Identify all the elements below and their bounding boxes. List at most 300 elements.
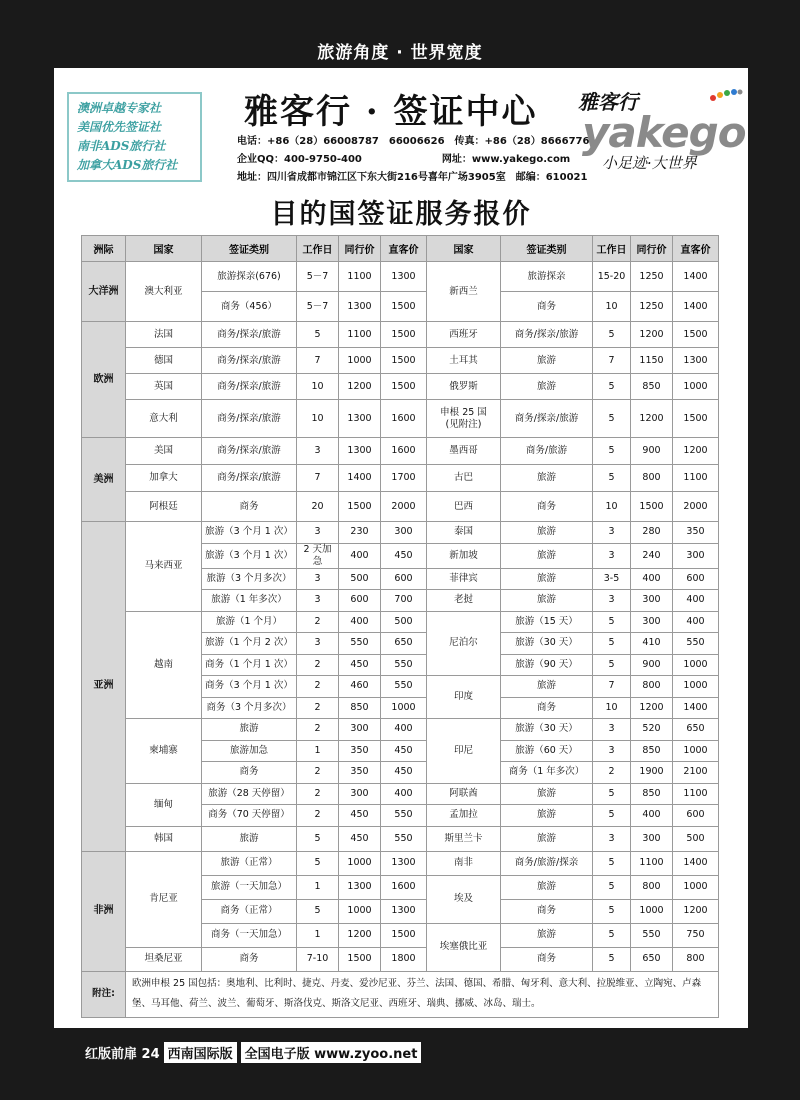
table-row bbox=[82, 851, 719, 875]
cell-schengen bbox=[427, 400, 501, 438]
cell: 3 bbox=[593, 719, 631, 741]
cell: 商务 bbox=[501, 947, 593, 971]
cell: 旅游（3 个月 1 次） bbox=[202, 543, 297, 568]
agency-tag: 澳洲卓越专家社 bbox=[77, 101, 162, 115]
cell: 旅游 bbox=[501, 676, 593, 698]
cell: 1500 bbox=[381, 923, 427, 947]
logo-yakego: yakego bbox=[582, 108, 746, 157]
cell: 3 bbox=[297, 590, 339, 612]
cell: 越南 bbox=[126, 611, 202, 719]
cell: 1100 bbox=[339, 262, 381, 292]
cell: 800 bbox=[631, 465, 673, 492]
cell: 旅游探亲(676) bbox=[202, 262, 297, 292]
cell: 法国 bbox=[126, 322, 202, 348]
note-label: 附注: bbox=[82, 971, 126, 1017]
cell: 1400 bbox=[673, 262, 719, 292]
cell: 1 bbox=[297, 875, 339, 899]
cell: 旅游 bbox=[501, 348, 593, 374]
cell: 1100 bbox=[673, 783, 719, 805]
column-header: 签证类别 bbox=[501, 236, 593, 262]
cell: 商务 bbox=[202, 492, 297, 522]
cell: 700 bbox=[381, 590, 427, 612]
cell: 1000 bbox=[631, 899, 673, 923]
cell: 2000 bbox=[381, 492, 427, 522]
cell: 2 天加急 bbox=[297, 543, 339, 568]
cell: 旅游 bbox=[501, 875, 593, 899]
cell: 孟加拉 bbox=[427, 805, 501, 827]
cell: 300 bbox=[631, 590, 673, 612]
table-row bbox=[82, 348, 719, 374]
cell: 400 bbox=[631, 805, 673, 827]
cell: 1500 bbox=[381, 374, 427, 400]
cell: 280 bbox=[631, 522, 673, 544]
cell: 550 bbox=[673, 633, 719, 655]
cell: 2100 bbox=[673, 762, 719, 784]
cell: 3-5 bbox=[593, 568, 631, 590]
cell: 5－7 bbox=[297, 262, 339, 292]
cell: 商务/探亲/旅游 bbox=[202, 374, 297, 400]
table-row bbox=[82, 322, 719, 348]
cell: 旅游 bbox=[501, 590, 593, 612]
cell: 1500 bbox=[381, 322, 427, 348]
cell: 5 bbox=[593, 805, 631, 827]
cell-text: (见附注) bbox=[445, 418, 482, 430]
cell: 1200 bbox=[339, 374, 381, 400]
cell: 1500 bbox=[631, 492, 673, 522]
cell: 1200 bbox=[631, 400, 673, 438]
cell: 韩国 bbox=[126, 826, 202, 851]
cell: 520 bbox=[631, 719, 673, 741]
cell: 菲律宾 bbox=[427, 568, 501, 590]
cell: 3 bbox=[593, 826, 631, 851]
table-row bbox=[82, 400, 719, 438]
cell: 1500 bbox=[381, 348, 427, 374]
cell: 1200 bbox=[631, 322, 673, 348]
cell: 300 bbox=[381, 522, 427, 544]
cell: 5 bbox=[593, 899, 631, 923]
cell: 尼泊尔 bbox=[427, 611, 501, 676]
cell: 1500 bbox=[339, 492, 381, 522]
continent-americas: 美洲 bbox=[82, 438, 126, 522]
cell: 商务/探亲/旅游 bbox=[202, 322, 297, 348]
cell: 800 bbox=[631, 676, 673, 698]
cell: 550 bbox=[631, 923, 673, 947]
contact-address: 地址：四川省成都市锦江区下东大街216号喜年广场3905室 邮编：610021 bbox=[237, 172, 588, 183]
cell: 新西兰 bbox=[427, 262, 501, 322]
visa-price-table bbox=[81, 235, 719, 1018]
cell: 加拿大 bbox=[126, 465, 202, 492]
cell: 1200 bbox=[631, 697, 673, 719]
cell: 300 bbox=[631, 611, 673, 633]
cell: 2 bbox=[297, 783, 339, 805]
cell: 1250 bbox=[631, 262, 673, 292]
column-header: 签证类别 bbox=[202, 236, 297, 262]
cell: 墨西哥 bbox=[427, 438, 501, 465]
cell: 450 bbox=[339, 826, 381, 851]
cell: 850 bbox=[339, 697, 381, 719]
cell: 350 bbox=[673, 522, 719, 544]
cell: 1 bbox=[297, 740, 339, 762]
cell: 商务/探亲/旅游 bbox=[501, 400, 593, 438]
cell: 德国 bbox=[126, 348, 202, 374]
cell: 350 bbox=[339, 762, 381, 784]
cell: 1000 bbox=[339, 851, 381, 875]
cell: 商务 bbox=[501, 697, 593, 719]
cell: 旅游 bbox=[501, 543, 593, 568]
cell: 800 bbox=[631, 875, 673, 899]
cell: 650 bbox=[381, 633, 427, 655]
cell: 旅游（30 天） bbox=[501, 633, 593, 655]
cell: 旅游 bbox=[501, 522, 593, 544]
cell: 俄罗斯 bbox=[427, 374, 501, 400]
cell: 450 bbox=[381, 740, 427, 762]
cell: 1700 bbox=[381, 465, 427, 492]
cell: 商务/旅游 bbox=[501, 438, 593, 465]
cell: 商务 bbox=[501, 899, 593, 923]
cell: 旅游（3 个月 1 次） bbox=[202, 522, 297, 544]
cell: 2 bbox=[297, 611, 339, 633]
cell: 商务 bbox=[202, 947, 297, 971]
cell: 1500 bbox=[381, 292, 427, 322]
cell: 旅游（90 天） bbox=[501, 654, 593, 676]
cell: 400 bbox=[673, 611, 719, 633]
cell: 商务（3 个月多次） bbox=[202, 697, 297, 719]
cell: 500 bbox=[673, 826, 719, 851]
cell: 1000 bbox=[673, 374, 719, 400]
column-header: 同行价 bbox=[339, 236, 381, 262]
cell: 1500 bbox=[339, 947, 381, 971]
cell: 10 bbox=[297, 400, 339, 438]
cell: 澳大利亚 bbox=[126, 262, 202, 322]
logo-chinese: 雅客行 bbox=[578, 90, 638, 114]
cell: 5 bbox=[593, 923, 631, 947]
cell: 旅游（正常） bbox=[202, 851, 297, 875]
cell: 3 bbox=[593, 543, 631, 568]
cell: 5 bbox=[593, 654, 631, 676]
cell: 450 bbox=[381, 543, 427, 568]
column-header: 同行价 bbox=[631, 236, 673, 262]
cell: 1400 bbox=[339, 465, 381, 492]
cell: 900 bbox=[631, 438, 673, 465]
cell: 泰国 bbox=[427, 522, 501, 544]
cell: 600 bbox=[673, 568, 719, 590]
cell: 450 bbox=[381, 762, 427, 784]
cell: 5 bbox=[297, 826, 339, 851]
logo-dots-icon bbox=[709, 88, 743, 102]
cell: 巴西 bbox=[427, 492, 501, 522]
cell: 坦桑尼亚 bbox=[126, 947, 202, 971]
cell: 2 bbox=[297, 654, 339, 676]
cell: 1000 bbox=[673, 740, 719, 762]
table-row bbox=[82, 438, 719, 465]
cell: 2 bbox=[297, 805, 339, 827]
table-row bbox=[82, 262, 719, 292]
cell: 1300 bbox=[339, 438, 381, 465]
table-row bbox=[82, 611, 719, 633]
cell: 阿根廷 bbox=[126, 492, 202, 522]
bottom-banner-right: 全国电子版 www.zyoo.net bbox=[241, 1042, 422, 1063]
table-row bbox=[82, 465, 719, 492]
cell: 1300 bbox=[381, 851, 427, 875]
cell: 斯里兰卡 bbox=[427, 826, 501, 851]
cell: 550 bbox=[381, 676, 427, 698]
cell: 600 bbox=[673, 805, 719, 827]
cell: 1300 bbox=[673, 348, 719, 374]
cell: 1300 bbox=[339, 400, 381, 438]
cell: 410 bbox=[631, 633, 673, 655]
cell: 400 bbox=[673, 590, 719, 612]
cell: 2 bbox=[297, 697, 339, 719]
cell: 1300 bbox=[339, 875, 381, 899]
cell: 商务/探亲/旅游 bbox=[202, 400, 297, 438]
column-header: 国家 bbox=[427, 236, 501, 262]
cell: 850 bbox=[631, 740, 673, 762]
cell: 旅游 bbox=[501, 465, 593, 492]
cell: 2000 bbox=[673, 492, 719, 522]
cell: 400 bbox=[339, 611, 381, 633]
cell: 马来西亚 bbox=[126, 522, 202, 612]
cell: 550 bbox=[381, 826, 427, 851]
cell: 商务（1 年多次） bbox=[501, 762, 593, 784]
cell: 1000 bbox=[381, 697, 427, 719]
cell: 旅游（15 天） bbox=[501, 611, 593, 633]
column-header: 工作日 bbox=[297, 236, 339, 262]
cell: 300 bbox=[339, 719, 381, 741]
bottom-banner-box: 西南国际版 bbox=[164, 1042, 237, 1063]
cell: 1000 bbox=[339, 348, 381, 374]
cell: 400 bbox=[631, 568, 673, 590]
cell: 5 bbox=[593, 783, 631, 805]
cell: 750 bbox=[673, 923, 719, 947]
cell: 450 bbox=[339, 805, 381, 827]
cell: 商务（3 个月 1 次） bbox=[202, 676, 297, 698]
cell: 2 bbox=[297, 762, 339, 784]
cell: 7 bbox=[593, 676, 631, 698]
cell: 旅游（1 个月） bbox=[202, 611, 297, 633]
cell: 商务/旅游/探亲 bbox=[501, 851, 593, 875]
cell: 旅游（一天加急） bbox=[202, 875, 297, 899]
cell: 5 bbox=[593, 465, 631, 492]
cell: 10 bbox=[593, 292, 631, 322]
cell: 800 bbox=[673, 947, 719, 971]
cell: 3 bbox=[297, 633, 339, 655]
table-row bbox=[82, 522, 719, 544]
logo-slogan: 小足迹·大世界 bbox=[602, 154, 697, 172]
cell: 550 bbox=[381, 805, 427, 827]
table-row-note bbox=[82, 971, 719, 1017]
cell: 3 bbox=[297, 568, 339, 590]
advertisement-page bbox=[54, 68, 748, 1028]
cell: 肯尼亚 bbox=[126, 851, 202, 947]
cell: 1200 bbox=[339, 923, 381, 947]
cell: 柬埔寨 bbox=[126, 719, 202, 784]
column-header: 国家 bbox=[126, 236, 202, 262]
cell: 旅游（30 天） bbox=[501, 719, 593, 741]
top-banner: 旅游角度 · 世界宽度 bbox=[317, 43, 483, 63]
contact-phone: 电话：+86（28）66008787 66006626 传真：+86（28）86667761 bbox=[237, 136, 597, 147]
cell: 3 bbox=[593, 522, 631, 544]
cell: 阿联酋 bbox=[427, 783, 501, 805]
cell: 3 bbox=[297, 522, 339, 544]
cell: 西班牙 bbox=[427, 322, 501, 348]
cell: 古巴 bbox=[427, 465, 501, 492]
column-header: 直客价 bbox=[381, 236, 427, 262]
cell: 1200 bbox=[673, 438, 719, 465]
agency-tag: 加拿大ADS旅行社 bbox=[77, 158, 178, 172]
continent-oceania: 大洋洲 bbox=[82, 262, 126, 322]
cell: 旅游（1 个月 2 次） bbox=[202, 633, 297, 655]
cell: 10 bbox=[297, 374, 339, 400]
cell: 1200 bbox=[673, 899, 719, 923]
cell: 旅游（1 年多次） bbox=[202, 590, 297, 612]
cell: 1400 bbox=[673, 292, 719, 322]
cell: 1500 bbox=[673, 400, 719, 438]
cell: 美国 bbox=[126, 438, 202, 465]
cell: 5 bbox=[593, 851, 631, 875]
cell-text: 申根 25 国 bbox=[440, 406, 487, 418]
cell: 埃及 bbox=[427, 875, 501, 923]
cell: 5 bbox=[593, 633, 631, 655]
cell: 商务 bbox=[202, 762, 297, 784]
cell: 商务/探亲/旅游 bbox=[202, 348, 297, 374]
cell: 旅游 bbox=[501, 568, 593, 590]
cell: 350 bbox=[339, 740, 381, 762]
cell: 230 bbox=[339, 522, 381, 544]
column-header: 直客价 bbox=[673, 236, 719, 262]
cell: 650 bbox=[673, 719, 719, 741]
cell: 15-20 bbox=[593, 262, 631, 292]
cell: 5 bbox=[593, 374, 631, 400]
cell: 1150 bbox=[631, 348, 673, 374]
cell: 400 bbox=[339, 543, 381, 568]
cell: 商务/探亲/旅游 bbox=[202, 438, 297, 465]
cell: 5 bbox=[297, 322, 339, 348]
bottom-banner bbox=[85, 1042, 421, 1062]
continent-asia: 亚洲 bbox=[82, 522, 126, 852]
cell: 意大利 bbox=[126, 400, 202, 438]
cell: 印度 bbox=[427, 676, 501, 719]
cell: 1600 bbox=[381, 875, 427, 899]
cell: 300 bbox=[339, 783, 381, 805]
cell: 400 bbox=[381, 783, 427, 805]
cell: 老挝 bbox=[427, 590, 501, 612]
cell: 500 bbox=[381, 611, 427, 633]
cell: 1100 bbox=[339, 322, 381, 348]
cell: 550 bbox=[339, 633, 381, 655]
page-title: 目的国签证服务报价 bbox=[270, 199, 532, 230]
cell: 旅游加急 bbox=[202, 740, 297, 762]
cell: 1000 bbox=[673, 875, 719, 899]
cell: 1250 bbox=[631, 292, 673, 322]
continent-europe: 欧洲 bbox=[82, 322, 126, 438]
cell: 450 bbox=[339, 654, 381, 676]
agency-tags bbox=[67, 92, 202, 182]
agency-tag: 美国优先签证社 bbox=[77, 120, 162, 134]
table-row bbox=[82, 826, 719, 851]
cell: 1500 bbox=[673, 322, 719, 348]
cell: 7 bbox=[297, 348, 339, 374]
cell: 1100 bbox=[673, 465, 719, 492]
cell: 400 bbox=[381, 719, 427, 741]
bottom-banner-left: 红版前扉 24 bbox=[85, 1046, 160, 1062]
cell: 2 bbox=[593, 762, 631, 784]
cell: 5 bbox=[593, 947, 631, 971]
cell: 240 bbox=[631, 543, 673, 568]
cell: 5 bbox=[593, 438, 631, 465]
cell: 缅甸 bbox=[126, 783, 202, 826]
cell: 5 bbox=[593, 611, 631, 633]
cell: 商务（456） bbox=[202, 292, 297, 322]
cell: 1000 bbox=[673, 676, 719, 698]
cell: 南非 bbox=[427, 851, 501, 875]
column-header: 工作日 bbox=[593, 236, 631, 262]
cell: 商务（1 个月 1 次） bbox=[202, 654, 297, 676]
company-title: 雅客行 · 签证中心 bbox=[244, 92, 538, 132]
cell: 5－7 bbox=[297, 292, 339, 322]
cell: 1300 bbox=[381, 262, 427, 292]
cell: 460 bbox=[339, 676, 381, 698]
cell: 土耳其 bbox=[427, 348, 501, 374]
cell: 旅游 bbox=[501, 783, 593, 805]
cell: 商务/探亲/旅游 bbox=[501, 322, 593, 348]
agency-tag: 南非ADS旅行社 bbox=[77, 139, 166, 153]
cell: 旅游（28 天停留） bbox=[202, 783, 297, 805]
cell: 1600 bbox=[381, 400, 427, 438]
cell: 5 bbox=[297, 851, 339, 875]
cell: 商务/探亲/旅游 bbox=[202, 465, 297, 492]
cell: 2 bbox=[297, 719, 339, 741]
continent-africa: 非洲 bbox=[82, 851, 126, 971]
cell: 1 bbox=[297, 923, 339, 947]
cell: 5 bbox=[593, 400, 631, 438]
table-header-row bbox=[82, 236, 719, 262]
cell: 商务（70 天停留） bbox=[202, 805, 297, 827]
cell: 10 bbox=[593, 492, 631, 522]
cell: 10 bbox=[593, 697, 631, 719]
cell: 5 bbox=[593, 322, 631, 348]
cell: 1300 bbox=[381, 899, 427, 923]
cell: 印尼 bbox=[427, 719, 501, 784]
cell: 500 bbox=[339, 568, 381, 590]
table-row bbox=[82, 947, 719, 971]
cell: 2 bbox=[297, 676, 339, 698]
cell: 550 bbox=[381, 654, 427, 676]
table-row bbox=[82, 719, 719, 741]
cell: 650 bbox=[631, 947, 673, 971]
cell: 300 bbox=[673, 543, 719, 568]
cell: 旅游探亲 bbox=[501, 262, 593, 292]
cell: 旅游（60 天） bbox=[501, 740, 593, 762]
cell: 7 bbox=[593, 348, 631, 374]
cell: 7-10 bbox=[297, 947, 339, 971]
cell: 旅游 bbox=[202, 719, 297, 741]
cell: 3 bbox=[593, 740, 631, 762]
cell: 商务 bbox=[501, 292, 593, 322]
cell: 850 bbox=[631, 374, 673, 400]
table-row bbox=[82, 374, 719, 400]
cell: 旅游（3 个月多次） bbox=[202, 568, 297, 590]
cell: 旅游 bbox=[501, 805, 593, 827]
cell: 7 bbox=[297, 465, 339, 492]
cell: 1800 bbox=[381, 947, 427, 971]
contact-qq: 企业QQ：400-9750-400 网址：www.yakego.com bbox=[237, 154, 571, 165]
cell: 英国 bbox=[126, 374, 202, 400]
cell: 1600 bbox=[381, 438, 427, 465]
cell: 1100 bbox=[631, 851, 673, 875]
cell: 300 bbox=[631, 826, 673, 851]
table-row bbox=[82, 783, 719, 805]
cell: 1400 bbox=[673, 851, 719, 875]
